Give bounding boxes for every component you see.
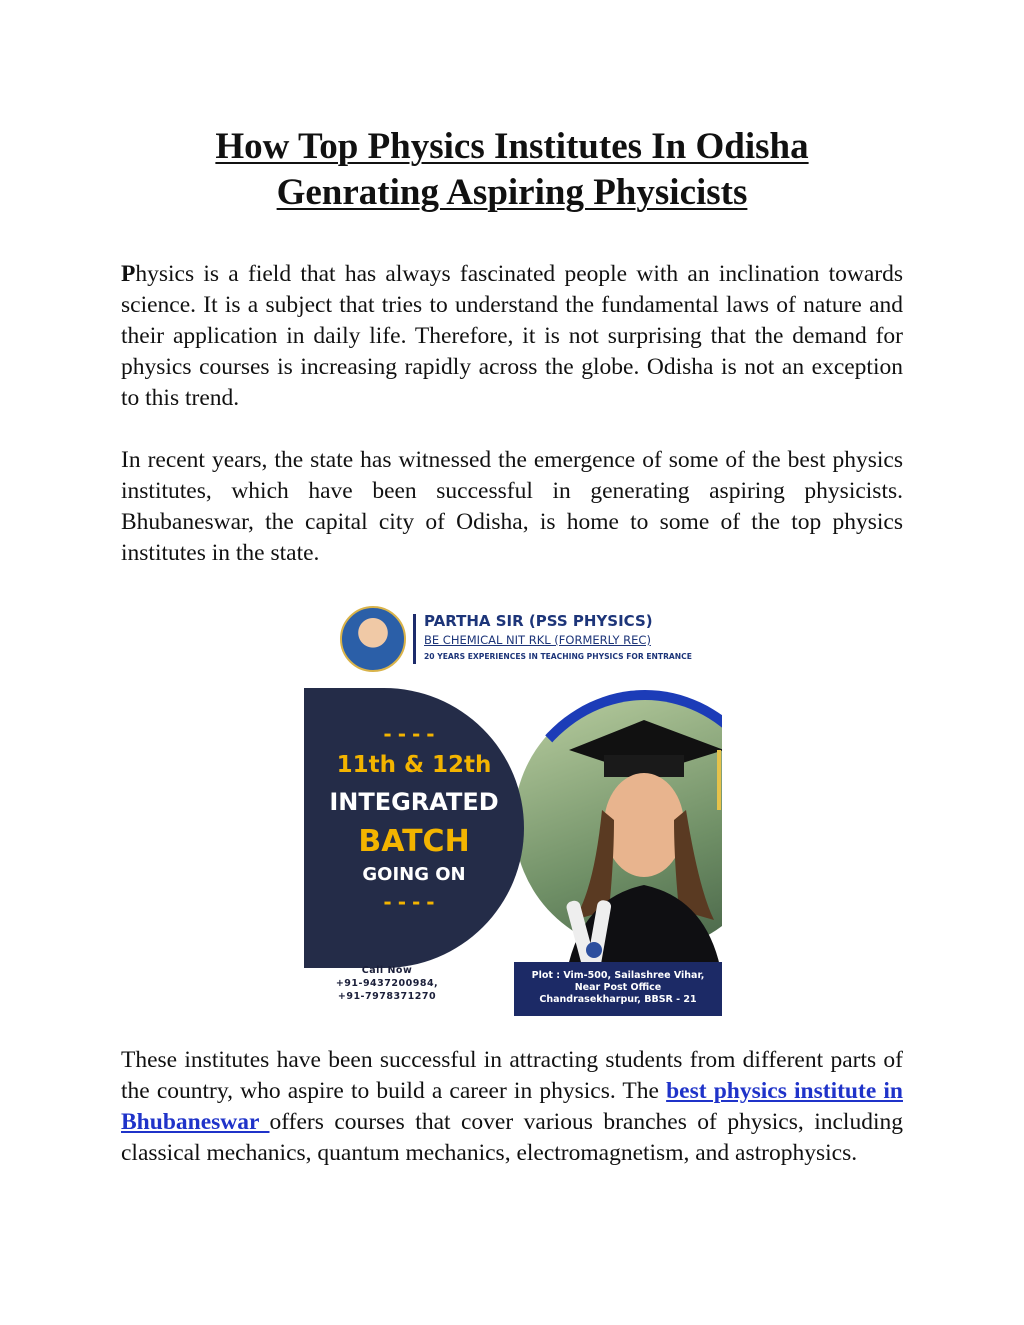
phone-1: +91-9437200984, — [335, 978, 439, 989]
ad-header — [304, 600, 722, 692]
paragraph-institutes-text-a: These institutes have been successful in attracting students from different parts of the country, who aspire to build a career in physics. The — [121, 1047, 903, 1104]
phone-2: +91-7978371270 — [337, 991, 437, 1002]
divider — [413, 614, 416, 664]
dropcap: P — [121, 261, 136, 287]
avatar — [340, 606, 406, 672]
address-line-3: Chandrasekharpur, BBSR - 21 — [539, 994, 697, 1005]
ad-experience: 20 YEARS EXPERIENCES IN TEACHING PHYSICS FOR ENTRANCE — [424, 652, 692, 661]
advertisement-image — [304, 600, 722, 1016]
paragraph-intro-text: hysics is a field that has always fascinated people with an inclination towards science. It is a subject that tries to understand the fundamental laws of nature and their application in daily life. Therefore, it is not surprising that the demand for physics courses is increasing rapidly across the globe. Odisha is not an exception to this trend. — [121, 261, 903, 411]
title-line-2: Genrating Aspiring Physicists — [276, 172, 748, 213]
address-line-1: Plot : Vim-500, Sailashree Vihar, — [531, 970, 705, 981]
page-title — [120, 124, 904, 216]
paragraph-recent-years: In recent years, the state has witnessed the emergence of some of the best physics institutes, which have been successful in generating aspiring physicists. Bhubaneswar, the capital city of Odisha, is home to some of the top physics institutes in the state. — [121, 447, 903, 566]
address-line-2: Near Post Office — [574, 982, 662, 993]
graduate-photo — [534, 710, 722, 990]
ad-degree: BE CHEMICAL NIT RKL (FORMERLY REC) — [424, 633, 651, 647]
title-line-1: How Top Physics Institutes In Odisha — [215, 126, 809, 167]
batch-integrated: INTEGRATED — [329, 788, 499, 816]
batch-going-on: GOING ON — [362, 864, 466, 885]
best-physics-institute-link[interactable]: best physics institute in Bhubaneswar — [121, 1078, 903, 1135]
address-block — [514, 970, 722, 1006]
batch-classes: 11th & 12th — [336, 752, 492, 778]
dashes-bottom: ---- — [383, 890, 441, 914]
batch-label: BATCH — [358, 824, 470, 859]
paragraph-institutes-text-b: offers courses that cover various branches of physics, including classical mechanics, quantum mechanics, electromagnetism, and astrophysics. — [121, 1109, 903, 1166]
paragraph-institutes — [121, 1045, 903, 1169]
ad-name: PARTHA SIR (PSS PHYSICS) — [424, 612, 653, 630]
paragraph-intro — [121, 259, 903, 414]
call-now-label: Call Now — [361, 965, 413, 976]
dashes-top: ---- — [383, 722, 441, 746]
call-now-block — [322, 964, 452, 1003]
